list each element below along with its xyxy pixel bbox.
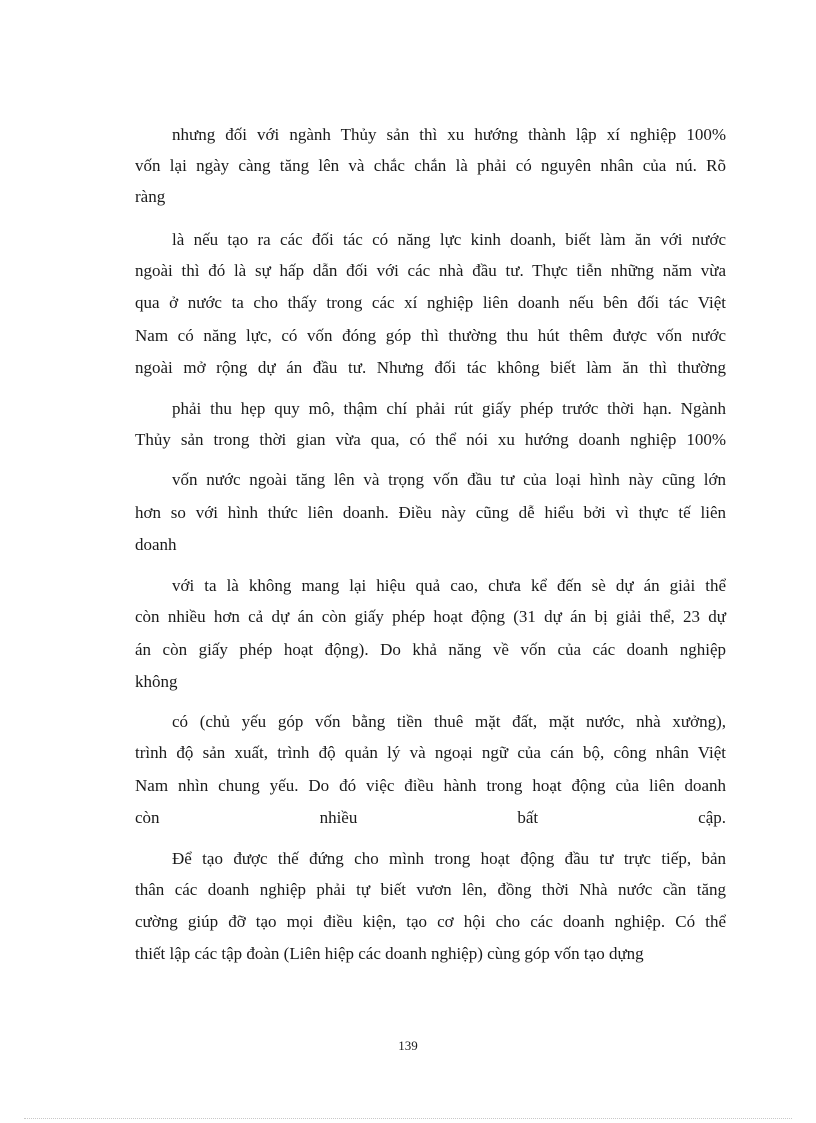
text-line: Nam nhìn chung yếu. Do đó việc điều hành trong hoạt động của liên doanh: [135, 776, 726, 795]
text-line: với ta là không mang lại hiệu quả cao, chưa kể đến sè dự án giải thể: [172, 576, 726, 595]
text-line: Thủy sản trong thời gian vừa qua, có thể nói xu hướng doanh nghiệp 100%: [135, 430, 726, 449]
text-line: thân các doanh nghiệp phải tự biết vươn lên, đồng thời Nhà nước cần tăng: [135, 880, 726, 899]
text-line: qua ở nước ta cho thấy trong các xí nghiệp liên doanh nếu bên đối tác Việt: [135, 293, 726, 312]
text-line: ràng: [135, 187, 166, 206]
text-line: nhưng đối với ngành Thủy sản thì xu hướng thành lập xí nghiệp 100%: [172, 125, 726, 144]
text-line: Để tạo được thế đứng cho mình trong hoạt động đầu tư trực tiếp, bản: [172, 849, 726, 868]
text-line: phải thu hẹp quy mô, thậm chí phải rút giấy phép trước thời hạn. Ngành: [172, 399, 726, 418]
text-line: hơn so với hình thức liên doanh. Điều này cũng dễ hiểu bởi vì thực tế liên: [135, 503, 726, 522]
page-number: 139: [398, 1038, 418, 1053]
text-line: còn nhiều bất cập.: [135, 808, 726, 827]
text-line: cường giúp đỡ tạo mọi điều kiện, tạo cơ hội cho các doanh nghiệp. Có thể: [135, 912, 726, 931]
text-line: vốn lại ngày càng tăng lên và chắc chắn là phải có nguyên nhân của nú. Rõ: [135, 156, 726, 175]
text-line: trình độ sản xuất, trình độ quản lý và ngoại ngữ của cán bộ, công nhân Việt: [135, 743, 726, 762]
text-line: có (chủ yếu góp vốn bằng tiền thuê mặt đất, mặt nước, nhà xưởng),: [172, 712, 726, 731]
text-line: Nam có năng lực, có vốn đóng góp thì thường thu hút thêm được vốn nước: [135, 326, 726, 345]
text-line: án còn giấy phép hoạt động). Do khả năng về vốn của các doanh nghiệp: [135, 640, 726, 659]
text-line: doanh: [135, 535, 177, 554]
text-line: vốn nước ngoài tăng lên và trọng vốn đầu tư của loại hình này cũng lớn: [172, 470, 726, 489]
text-line: ngoài thì đó là sự hấp dẫn đối với các nhà đầu tư. Thực tiễn những năm vừa: [135, 261, 726, 280]
text-line: còn nhiều hơn cả dự án còn giấy phép hoạt động (31 dự án bị giải thể, 23 dự: [135, 607, 726, 626]
text-line: không: [135, 672, 178, 691]
text-line: là nếu tạo ra các đối tác có năng lực kinh doanh, biết làm ăn với nước: [172, 230, 726, 249]
text-line: ngoài mở rộng dự án đầu tư. Nhưng đối tác không biết làm ăn thì thường: [135, 358, 726, 377]
text-line: thiết lập các tập đoàn (Liên hiệp các doanh nghiệp) cùng góp vốn tạo dựng: [135, 944, 644, 963]
page-bottom-rule: [24, 1118, 792, 1119]
